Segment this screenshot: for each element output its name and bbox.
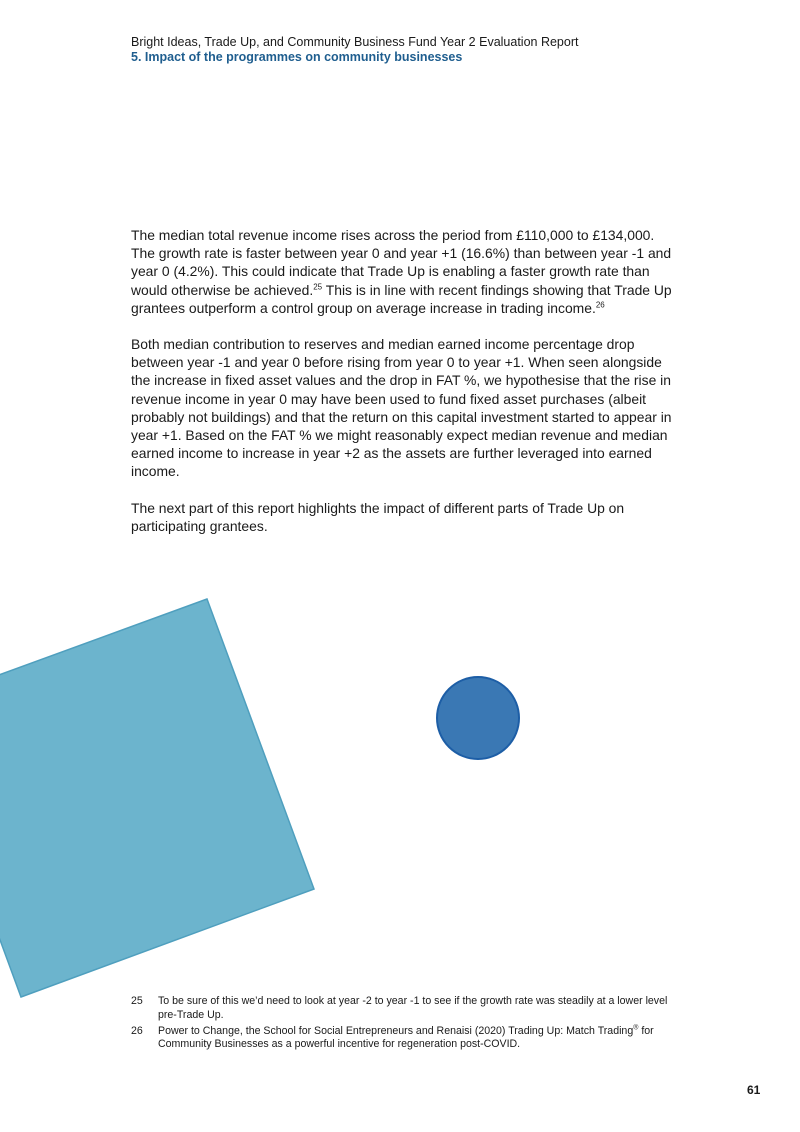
footnote-number: 25 — [131, 995, 143, 1007]
decorative-shapes — [0, 580, 560, 1010]
footnote-number: 26 — [131, 1024, 143, 1037]
footnote-ref-25[interactable]: 25 — [313, 281, 323, 291]
paragraph-1-continued: This is in line with recent findings showing that Trade Up grantees outperform a control group on average increase in trading income. — [131, 281, 672, 316]
footnote-text: To be sure of this we’d need to look at year -2 to year -1 to see if the growth rate was steadily at a lower level pre-Trade Up. — [158, 995, 668, 1021]
footnote-26 — [131, 1025, 671, 1053]
footnotes — [131, 995, 671, 1054]
paragraph-3: The next part of this report highlights the impact of different parts of Trade Up on participating grantees. — [131, 499, 625, 534]
footnote-25 — [131, 995, 671, 1023]
section-title: 5. Impact of the programmes on community businesses — [131, 50, 463, 64]
decorative-square — [0, 599, 314, 997]
running-header — [131, 35, 578, 65]
decorative-circle — [437, 677, 519, 759]
footnote-text — [158, 1025, 671, 1053]
footnote-text-part: Power to Change, the School for Social Entrepreneurs and Renaisi (2020) Trading Up: Match Trading — [158, 1024, 634, 1037]
paragraph-1-text: The median total revenue income rises across the period from £110,000 to £134,000. The growth rate is faster between year 0 and year +1 (16.6%) than between year -1 and year 0 (4.2%). This could indicate that Trade Up is enabling a faster growth rate than would otherwise be achieved. — [131, 227, 672, 298]
page-number: 61 — [747, 1083, 761, 1097]
footnote-text-part: for Community Businesses as a powerful incentive for regeneration post-COVID. — [158, 1024, 654, 1051]
registered-mark: ® — [633, 1024, 639, 1032]
body-text — [131, 226, 676, 553]
report-title: Bright Ideas, Trade Up, and Community Business Fund Year 2 Evaluation Report — [131, 35, 579, 49]
paragraph-1 — [131, 226, 676, 317]
paragraph-2: Both median contribution to reserves and median earned income percentage drop between year -1 and year 0 before rising from year 0 to year +1. When seen alongside the increase in fixed asset values and the drop in FAT %, we hypothesise that the rise in revenue income in year 0 may have been used to fund fixed asset purchases (albeit probably not buildings) and that the return on this capital investment started to appear in year +1. Based on the FAT % we might reasonably expect median revenue and median earned income to increase in year +2 as the assets are further leveraged into earned income. — [131, 336, 672, 480]
footnote-ref-26[interactable]: 26 — [595, 300, 605, 310]
